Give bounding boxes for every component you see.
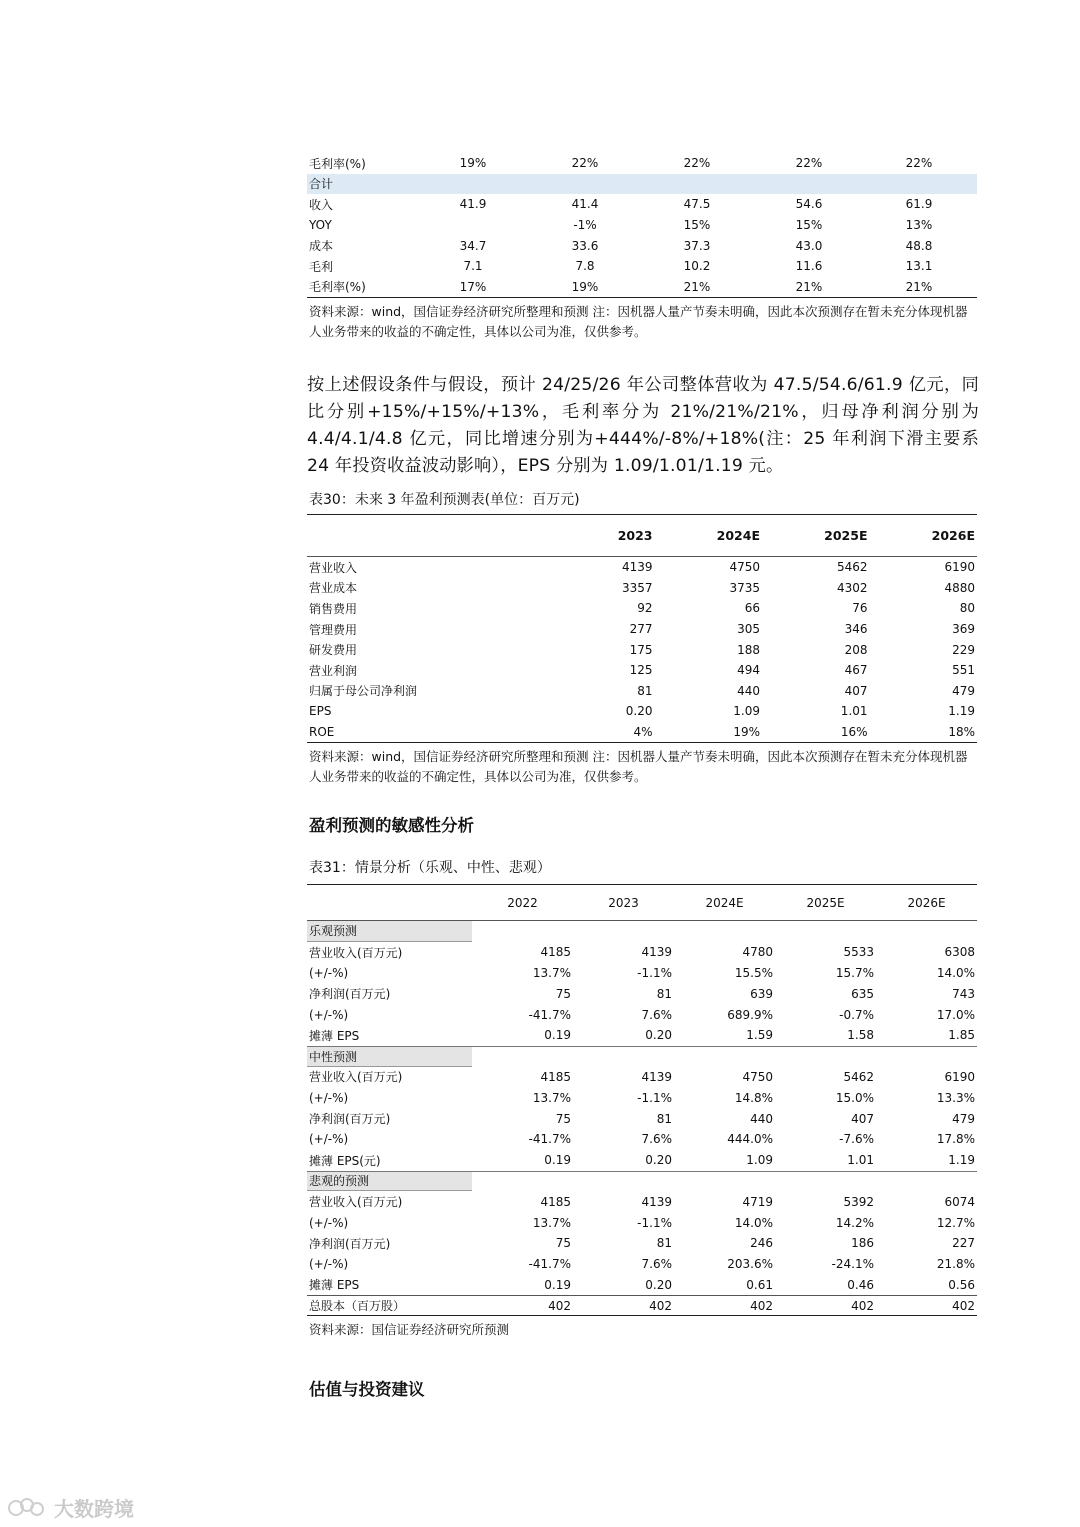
- table-cell: 21%: [795, 279, 823, 294]
- table-cell: 13.7%: [532, 965, 571, 980]
- table-cell: 444.0%: [727, 1132, 773, 1147]
- table-cell: 13%: [905, 218, 933, 233]
- table-cell: 7.1: [463, 259, 483, 274]
- table-cell: 1.09: [746, 1153, 773, 1168]
- table-cell: 125: [629, 663, 653, 678]
- table-cell: 15.7%: [835, 965, 874, 980]
- table-cell: 407: [844, 683, 868, 698]
- table-cell: -1.1%: [637, 1090, 672, 1105]
- table-30-header-cell: 2026E: [931, 528, 975, 543]
- table-row: [307, 1108, 977, 1129]
- table-cell: 0.20: [625, 704, 653, 719]
- table-cell: 14.2%: [835, 1215, 874, 1230]
- table-cell: 14.0%: [734, 1215, 773, 1230]
- table-cell: 18%: [948, 725, 975, 740]
- table-cell: 19%: [571, 279, 599, 294]
- table-row: [307, 1233, 977, 1254]
- table-cell: 17.0%: [936, 1007, 975, 1022]
- table-cell: 4139: [641, 945, 672, 960]
- table-cell: 4780: [742, 945, 773, 960]
- table-cell: 12.7%: [936, 1215, 975, 1230]
- row-label: 合计: [309, 177, 334, 192]
- row-label: EPS: [309, 704, 332, 719]
- table-row: [307, 619, 977, 640]
- table-cell: 4750: [742, 1069, 773, 1084]
- table-cell: 14.0%: [936, 965, 975, 980]
- table-row: [307, 639, 977, 660]
- table-31-header: [307, 885, 977, 921]
- table-cell: 402: [952, 1298, 975, 1313]
- table-cell: 402: [649, 1298, 672, 1313]
- row-label: 总股本（百万股）: [309, 1299, 406, 1314]
- table-cell: 22%: [683, 156, 711, 171]
- table-row: [307, 701, 977, 722]
- table-cell: 75: [555, 986, 571, 1001]
- table-cell: 0.20: [645, 1028, 672, 1043]
- table-cell: 22%: [795, 156, 823, 171]
- row-label: 营业收入(百万元): [309, 945, 403, 960]
- table-cell: 7.6%: [641, 1257, 672, 1272]
- table-cell: 13.7%: [532, 1090, 571, 1105]
- row-label: 营业成本: [309, 581, 358, 596]
- table-cell: 229: [952, 642, 975, 657]
- table-cell: 21.8%: [936, 1257, 975, 1272]
- table-cell: 1.85: [948, 1028, 975, 1043]
- row-label: (+/-%): [309, 1007, 349, 1022]
- table-cell: 494: [737, 663, 760, 678]
- table-cell: -41.7%: [528, 1257, 571, 1272]
- table-row: [307, 1275, 977, 1296]
- table-31-body: [307, 921, 977, 1316]
- table-cell: 1.01: [840, 704, 868, 719]
- row-label: 营业收入(百万元): [309, 1195, 403, 1210]
- table-30-header-cell: 2025E: [824, 528, 868, 543]
- table-cell: 5533: [843, 945, 874, 960]
- table-cell: 4139: [621, 560, 653, 575]
- table-cell: 7.6%: [641, 1132, 672, 1147]
- row-label: 营业收入: [309, 560, 358, 575]
- row-label: 净利润(百万元): [309, 1112, 391, 1127]
- table-cell: 34.7: [459, 238, 487, 253]
- table-cell: 4139: [641, 1194, 672, 1209]
- table-row: [307, 1004, 977, 1025]
- table-cell: 19%: [459, 156, 487, 171]
- table-cell: 4185: [540, 1194, 571, 1209]
- table-cell: 479: [952, 1111, 975, 1126]
- table-cell: 635: [851, 986, 874, 1001]
- table-cell: 5462: [843, 1069, 874, 1084]
- scenario-section-header: [307, 1171, 977, 1192]
- table-cell: 743: [952, 986, 975, 1001]
- table-cell: 4%: [633, 725, 653, 740]
- row-label: (+/-%): [309, 965, 349, 980]
- previous-table-continuation: [307, 153, 977, 342]
- table-cell: 440: [750, 1111, 773, 1126]
- table-row: [307, 557, 977, 578]
- table-cell: 4302: [836, 580, 868, 595]
- previous-table-body: [307, 153, 977, 298]
- table-cell: 4880: [944, 580, 975, 595]
- table-row: [307, 153, 977, 174]
- table-cell: 41.4: [571, 197, 599, 212]
- table-cell: 37.3: [683, 238, 711, 253]
- previous-table-source-note: 资料来源：wind，国信证券经济研究所整理和预测 注：因机器人量产节奏未明确，因此本次预测存在暂未充分体现机器人业务带来的收益的不确定性，具体以公司为准，仅供参考。: [309, 304, 968, 340]
- table-cell: 75: [555, 1111, 571, 1126]
- row-label: 毛利: [309, 259, 334, 274]
- table-31-header-cell: 2024E: [705, 895, 744, 910]
- table-cell: 0.19: [544, 1153, 571, 1168]
- table-cell: 689.9%: [727, 1007, 773, 1022]
- table-cell: 43.0: [795, 238, 823, 253]
- table-cell: -1.1%: [637, 965, 672, 980]
- table-cell: -1%: [573, 218, 597, 233]
- table-cell: 1.19: [948, 1153, 975, 1168]
- table-cell: -41.7%: [528, 1132, 571, 1147]
- table-row: [307, 1087, 977, 1108]
- table-cell: 1.19: [948, 704, 975, 719]
- table-cell: 21%: [905, 279, 933, 294]
- table-cell: 402: [851, 1298, 874, 1313]
- table-cell: 22%: [571, 156, 599, 171]
- table-cell: 6190: [944, 1069, 975, 1084]
- row-label: 毛利率(%): [309, 280, 366, 295]
- row-label: 毛利率(%): [309, 156, 366, 171]
- table-cell: 6190: [944, 560, 975, 575]
- table-cell: 15%: [795, 218, 823, 233]
- table-30-header-cell: 2023: [617, 528, 653, 543]
- table-cell: 407: [851, 1111, 874, 1126]
- table-cell: 1.01: [847, 1153, 874, 1168]
- table-30: [307, 489, 977, 787]
- table-row: [307, 1129, 977, 1150]
- table-cell: 5392: [843, 1194, 874, 1209]
- table-cell: 4185: [540, 945, 571, 960]
- table-cell: 0.61: [746, 1277, 773, 1292]
- table-cell: 551: [952, 663, 975, 678]
- table-cell: 0.19: [544, 1028, 571, 1043]
- row-label: ROE: [309, 725, 335, 740]
- row-label: (+/-%): [309, 1215, 349, 1230]
- table-cell: 4719: [742, 1194, 773, 1209]
- row-label: 营业利润: [309, 663, 358, 678]
- table-row: [307, 578, 977, 599]
- sensitivity-heading: 盈利预测的敏感性分析: [309, 816, 474, 835]
- table-cell: 467: [844, 663, 868, 678]
- table-cell: 41.9: [459, 197, 487, 212]
- table-row: [307, 660, 977, 681]
- table-31-source-note: 资料来源：国信证券经济研究所预测: [309, 1322, 510, 1338]
- table-row: [307, 235, 977, 256]
- table-row: [307, 256, 977, 277]
- table-cell: 33.6: [571, 238, 599, 253]
- table-cell: 75: [555, 1236, 571, 1251]
- table-30-source-note: 资料来源：wind，国信证券经济研究所整理和预测 注：因机器人量产节奏未明确，因此本次预测存在暂未充分体现机器人业务带来的收益的不确定性，具体以公司为准，仅供参考。: [309, 749, 968, 785]
- row-label: 摊薄 EPS: [309, 1028, 360, 1043]
- watermark-text: 大数跨境: [54, 1496, 134, 1521]
- table-cell: 17.8%: [936, 1132, 975, 1147]
- table-31-header-cell: 2026E: [907, 895, 946, 910]
- table-cell: 402: [750, 1298, 773, 1313]
- table-cell: 15%: [683, 218, 711, 233]
- table-cell: -7.6%: [839, 1132, 874, 1147]
- row-label: 摊薄 EPS: [309, 1278, 360, 1293]
- table-cell: 4139: [641, 1069, 672, 1084]
- table-cell: 1.09: [733, 704, 760, 719]
- row-label: (+/-%): [309, 1257, 349, 1272]
- scenario-title: 悲观的预测: [307, 1172, 472, 1192]
- table-cell: 203.6%: [727, 1257, 773, 1272]
- row-label: (+/-%): [309, 1090, 349, 1105]
- row-label: 销售费用: [309, 601, 358, 616]
- watermark-logo-icon: [8, 1496, 48, 1518]
- row-label: YOY: [309, 218, 332, 233]
- table-cell: -24.1%: [831, 1257, 874, 1272]
- scenario-section-header: [307, 1046, 977, 1067]
- watermark: [8, 1493, 148, 1521]
- table-cell: 19%: [733, 725, 760, 740]
- table-cell: 92: [637, 601, 653, 616]
- table-cell: 479: [952, 683, 975, 698]
- table-cell: 81: [656, 1111, 672, 1126]
- table-row: [307, 1191, 977, 1212]
- table-cell: 66: [744, 601, 760, 616]
- table-30-caption: 表30：未来 3 年盈利预测表(单位：百万元): [309, 492, 580, 508]
- table-cell: 80: [959, 601, 975, 616]
- table-cell: 277: [629, 622, 653, 637]
- table-cell: 639: [750, 986, 773, 1001]
- row-label: 营业收入(百万元): [309, 1070, 403, 1085]
- row-label: 成本: [309, 239, 334, 254]
- table-cell: 305: [737, 622, 760, 637]
- table-cell: 440: [737, 683, 760, 698]
- table-row: [307, 1212, 977, 1233]
- table-cell: 81: [637, 683, 653, 698]
- row-label: (+/-%): [309, 1132, 349, 1147]
- row-label: 净利润(百万元): [309, 987, 391, 1002]
- table-row: [307, 983, 977, 1004]
- table-row: [307, 598, 977, 619]
- table-31-header-cell: 2023: [608, 895, 639, 910]
- table-cell: 14.8%: [734, 1090, 773, 1105]
- table-cell: 54.6: [795, 197, 823, 212]
- table-cell: 0.46: [847, 1277, 874, 1292]
- table-cell: 81: [656, 986, 672, 1001]
- table-cell: 6074: [944, 1194, 975, 1209]
- table-cell: 13.3%: [936, 1090, 975, 1105]
- table-row: [307, 215, 977, 236]
- table-31-header-cell: 2022: [507, 895, 538, 910]
- table-cell: 3357: [621, 580, 653, 595]
- table-30-header-cell: 2024E: [716, 528, 760, 543]
- table-cell: 17%: [459, 279, 487, 294]
- table-row: [307, 194, 977, 215]
- table-cell: 47.5: [683, 197, 711, 212]
- table-cell: 21%: [683, 279, 711, 294]
- table-row: [307, 277, 977, 298]
- table-30-header: [307, 515, 977, 557]
- table-cell: 4750: [729, 560, 760, 575]
- table-cell: -0.7%: [839, 1007, 874, 1022]
- row-label: 收入: [309, 197, 334, 212]
- row-label: 归属于母公司净利润: [309, 684, 418, 699]
- table-cell: 369: [952, 622, 975, 637]
- forecast-summary-paragraph: 按上述假设条件与假设，预计 24/25/26 年公司整体营收为 47.5/54.6/61.9 亿元，同比分别+15%/+15%/+13%，毛利率分为 21%/21%/21%，归母净利润分别为 4.4/4.1/4.8 亿元，同比增速分别为+444%/-8%/+18%(注：25 年利润下滑主要系 24 年投资收益波动影响），EPS 分别为 1.09/1.01/1.19 元。: [307, 375, 979, 476]
- table-cell: 15.0%: [835, 1090, 874, 1105]
- table-31-header-cell: 2025E: [806, 895, 845, 910]
- scenario-section-header: [307, 921, 977, 942]
- table-cell: 10.2: [683, 259, 711, 274]
- table-cell: 1.58: [847, 1028, 874, 1043]
- table-cell: 16%: [840, 725, 868, 740]
- row-label: 摊薄 EPS(元): [309, 1153, 381, 1168]
- table-cell: 13.1: [905, 259, 933, 274]
- table-cell: 11.6: [795, 259, 823, 274]
- table-cell: -1.1%: [637, 1215, 672, 1230]
- table-cell: 227: [952, 1236, 975, 1251]
- table-cell: 208: [844, 642, 868, 657]
- table-row: [307, 1025, 977, 1046]
- table-cell: 0.20: [645, 1277, 672, 1292]
- table-row: [307, 681, 977, 702]
- total-shares-row: [307, 1295, 977, 1316]
- table-cell: 22%: [905, 156, 933, 171]
- table-row: [307, 1150, 977, 1171]
- table-cell: 1.59: [746, 1028, 773, 1043]
- table-cell: 175: [629, 642, 653, 657]
- table-row: [307, 1254, 977, 1275]
- table-row: [307, 722, 977, 743]
- table-cell: 346: [844, 622, 868, 637]
- table-31-caption: 表31：情景分析（乐观、中性、悲观）: [309, 860, 551, 876]
- table-cell: 0.19: [544, 1277, 571, 1292]
- table-row: [307, 963, 977, 984]
- table-cell: 15.5%: [734, 965, 773, 980]
- table-cell: 186: [851, 1236, 874, 1251]
- table-cell: 81: [656, 1236, 672, 1251]
- table-cell: 7.6%: [641, 1007, 672, 1022]
- table-row: [307, 174, 977, 195]
- row-label: 管理费用: [309, 622, 358, 637]
- table-cell: 402: [548, 1298, 571, 1313]
- table-row: [307, 1067, 977, 1088]
- table-cell: 48.8: [905, 238, 933, 253]
- scenario-title: 中性预测: [307, 1047, 472, 1067]
- table-30-body: [307, 557, 977, 743]
- table-cell: 6308: [944, 945, 975, 960]
- table-cell: 3735: [729, 580, 760, 595]
- table-cell: 13.7%: [532, 1215, 571, 1230]
- table-cell: 61.9: [905, 197, 933, 212]
- table-cell: 4185: [540, 1069, 571, 1084]
- valuation-heading: 估值与投资建议: [309, 1380, 425, 1399]
- scenario-title: 乐观预测: [307, 921, 472, 942]
- table-cell: 5462: [836, 560, 868, 575]
- row-label: 净利润(百万元): [309, 1236, 391, 1251]
- table-cell: -41.7%: [528, 1007, 571, 1022]
- table-cell: 246: [750, 1236, 773, 1251]
- table-row: [307, 942, 977, 963]
- table-31: [307, 857, 977, 1340]
- table-cell: 188: [737, 642, 760, 657]
- table-cell: 76: [852, 601, 868, 616]
- table-cell: 0.56: [948, 1277, 975, 1292]
- table-cell: 7.8: [575, 259, 595, 274]
- row-label: 研发费用: [309, 643, 358, 658]
- table-cell: 0.20: [645, 1153, 672, 1168]
